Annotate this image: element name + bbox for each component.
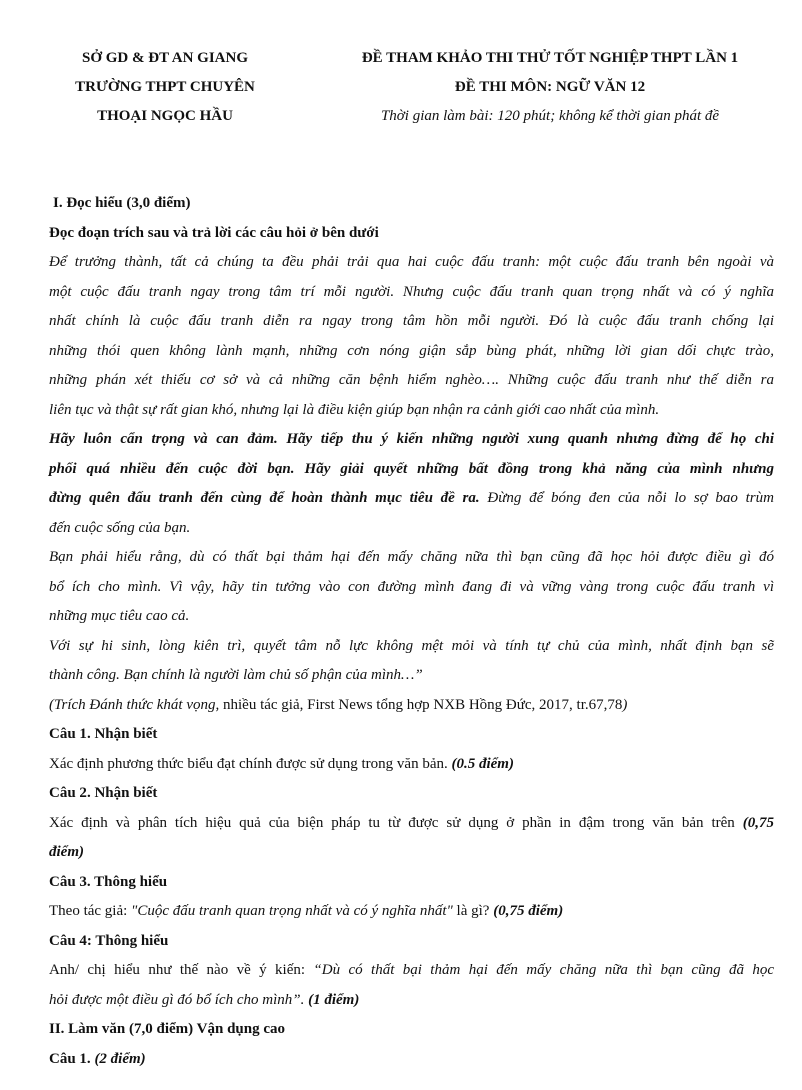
passage-line: Bạn phải hiểu rằng, dù có thất bại thảm hại đến mấy chăng nữa thì bạn cũng đã học hỏi được điều gì đó <box>49 549 774 565</box>
passage-line: Để trưởng thành, tất cả chúng ta đều phải trải qua hai cuộc đấu tranh: một cuộc đấu tranh bên ngoài và <box>49 254 774 270</box>
source-details: nhiều tác giả, First News tổng hợp NXB Hồng Đức, 2017, tr.67,78 <box>219 696 623 713</box>
passage-line: liên tục và thật sự rất gian khó, nhưng lại là điều kiện giúp bạn nhận ra cảnh giới cao nhất của mình. <box>49 401 660 418</box>
question-1-level: . Nhận biết <box>86 726 158 742</box>
question-4-points: (1 điểm) <box>304 991 360 1008</box>
question-2-label <box>49 779 774 809</box>
section2-question-1-points: (2 điểm) <box>94 1050 146 1067</box>
reading-instruction: Đọc đoạn trích sau và trả lời các câu hỏi ở bên dưới <box>49 224 379 241</box>
exam-title: ĐỀ THAM KHẢO THI THỬ TỐT NGHIỆP THPT LẦN 1 <box>361 50 739 66</box>
question-3-text <box>49 897 774 927</box>
passage-bold-line: phối quá nhiều đến cuộc đời bạn. Hãy giải quyết những bất đồng trong khả năng của mình nhưng <box>49 460 774 477</box>
passage-line: Với sự hi sinh, lòng kiên trì, quyết tâm nỗ lực không mệt mỏi và tính tự chủ của mình, nhất định bạn sẽ <box>49 637 774 654</box>
question-3-points: (0,75 điểm) <box>493 903 564 919</box>
question-1-number: Câu 1 <box>49 726 87 742</box>
passage-line: nhất chính là cuộc đấu tranh diễn ra ngay trong tâm hồn mỗi người. Đó là cuộc đấu tranh chống lại <box>49 313 774 329</box>
passage-line: những thói quen không lành mạnh, những cơn nóng giận sắp bùng phát, những lời gian dối chực trào, <box>49 342 774 359</box>
exam-body <box>49 189 774 1074</box>
passage-italic-segment: Đừng để bóng đen của nỗi lo sợ bao trùm <box>479 490 774 506</box>
passage-line: thành công. Bạn chính là người làm chủ số phận của mình…” <box>49 667 423 683</box>
question-4-quote-cont: hỏi được một điều gì đó bổ ích cho mình”. <box>49 991 305 1008</box>
section2-question-1-label: Câu 1. <box>49 1050 95 1067</box>
school-name-line2: THOẠI NGỌC HẦU <box>97 108 233 124</box>
question-4-quote: “Dù có thất bại thảm hại đến mấy chăng nữa thì bạn cũng đã học <box>313 962 775 978</box>
section2-title: II. Làm văn (7,0 điểm) Vận dụng cao <box>49 1021 286 1037</box>
question-4-label: Câu 4: Thông hiểu <box>49 932 169 949</box>
question-2-points: (0,75 <box>742 814 774 831</box>
exam-time: Thời gian làm bài: 120 phút; không kể thời gian phát đề <box>380 108 720 124</box>
department-name: SỞ GD & ĐT AN GIANG <box>82 50 248 66</box>
passage-bold-segment: đừng quên đấu tranh đến cùng để hoàn thành mục tiêu đề ra. <box>49 490 480 506</box>
question-3-prompt-end: là gì? <box>452 903 494 919</box>
question-2-points-cont: điểm) <box>49 844 84 860</box>
question-2-level: . Nhận biết <box>86 785 158 801</box>
question-4-prompt: Anh/ chị hiểu như thế nào về ý kiến: <box>49 962 314 978</box>
passage-mixed-line <box>49 484 774 514</box>
source-close: ) <box>622 696 628 713</box>
passage-line: những phán xét thiếu cơ sở và cả những căn bệnh hiểm nghèo…. Những cuộc đấu tranh như thế diễn ra <box>49 372 774 388</box>
school-name-line1: TRƯỜNG THPT CHUYÊN <box>75 79 255 95</box>
question-2-number: Câu 2 <box>49 785 87 801</box>
passage-bold-line: Hãy luôn cẩn trọng và can đảm. Hãy tiếp thu ý kiến những người xung quanh nhưng đừng để họ chi <box>49 431 774 447</box>
question-2-text <box>49 809 774 839</box>
question-1-label <box>49 720 774 750</box>
question-1-text <box>49 750 774 780</box>
question-3-quote: "Cuộc đấu tranh quan trọng nhất và có ý nghĩa nhất" <box>131 903 453 919</box>
exam-info <box>310 44 790 131</box>
question-1-prompt: Xác định phương thức biểu đạt chính được sử dụng trong văn bản. <box>49 755 452 772</box>
passage-line: bổ ích cho mình. Vì vậy, hãy tin tưởng vào con đường mình đang đi và vững vàng trong cuộc đấu tranh vì <box>49 578 774 595</box>
question-1-points: (0.5 điểm) <box>451 755 514 772</box>
passage-source <box>49 691 774 721</box>
section2-question-1 <box>49 1045 774 1075</box>
question-2-prompt: Xác định và phân tích hiệu quả của biện pháp tu từ được sử dụng ở phần in đậm trong văn bản trên <box>49 814 743 831</box>
question-4-text-cont <box>49 986 774 1016</box>
passage-line: một cuộc đấu tranh ngay trong tâm trí mỗi người. Nhưng cuộc đấu tranh quan trọng nhất và có ý nghĩa <box>49 283 774 300</box>
passage-line: những mục tiêu cao cả. <box>49 608 190 624</box>
passage <box>49 248 774 720</box>
question-3-prompt: Theo tác giả: <box>49 903 132 919</box>
source-title: (Trích Đánh thức khát vọng, <box>49 696 220 713</box>
school-info <box>50 44 280 131</box>
question-3-label: Câu 3. Thông hiểu <box>49 873 168 890</box>
passage-line: đến cuộc sống của bạn. <box>49 519 191 536</box>
section1-title: I. Đọc hiểu (3,0 điểm) <box>53 195 191 211</box>
exam-subject: ĐỀ THI MÔN: NGỮ VĂN 12 <box>454 79 646 95</box>
question-4-text <box>49 956 774 986</box>
exam-header <box>40 44 780 144</box>
